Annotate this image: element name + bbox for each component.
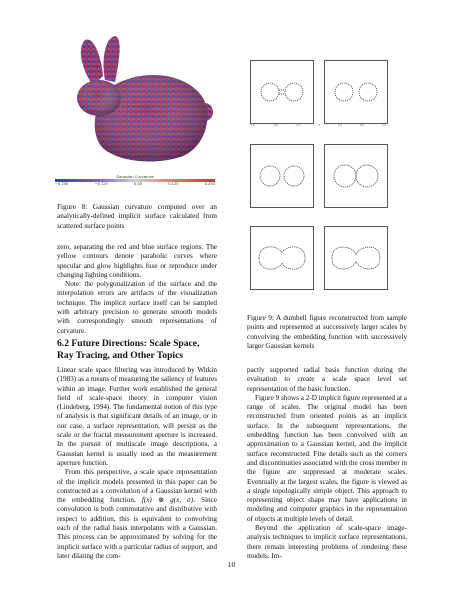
- paragraph: Linear scale space filtering was introduced by Witkin (1983) as a means of measuring the saliency of features within an image. Further work established the general field of scale-space theory in computer vision (Lindeberg, 1994). The fundamental notion of this type of analysis is that significant details of an image, or in our case, a surface representation, will persist as the scale or the fractal measurement aperture is increased. In the pursuit of multiscale image descriptions, a Gaussian kernel is usually used as the measurement aperture function.: [57, 366, 217, 467]
- page-number: 10: [227, 560, 236, 569]
- x-tick: 0: [318, 124, 321, 127]
- x-tick: 0.6: [359, 124, 365, 127]
- dumbbell-panel-1: [250, 60, 314, 124]
- x-axis-ticks-row-1: [250, 124, 386, 130]
- x-tick: 1.0: [381, 124, 386, 127]
- dumbbell-panel-6: [324, 226, 388, 290]
- colorbar-tick: −0.250: [55, 182, 69, 186]
- left-column: [57, 243, 217, 336]
- paragraph: Beyond the application of scale-space image-analysis techniques to implicit surface representations, there remain interesting problems of rendering these models. Im-: [247, 524, 407, 560]
- paragraph: zero, separating the red and blue surface regions. The yellow contours denote parabolic curves where specular and glow highlights fuse or reproduce under changing lighting conditions.: [57, 243, 217, 279]
- paragraph: [57, 468, 217, 561]
- paragraph: Figure 9 shows a 2-D implicit figure represented at a range of scales. The original model has been reconstructed from oriented points as an implicit surface. In the subsequent representations, the embedding function has been convolved with an approximation to a Gaussian kernel, and the implicit surface reconstructed. Fine details such as the corners and discontinuities associated with the cross member in the figure are suppressed at moderate scales. Eventually at the largest scales, the figure is viewed as a single topologically simple object. This approach to representing object shape may have applications in modeling and computer graphics in the representation of objects at multiple levels of detail.: [247, 393, 407, 523]
- figure-9: [236, 60, 406, 310]
- dumbbell-panel-5: [250, 226, 314, 290]
- x-tick: -0.2: [295, 124, 301, 127]
- text-run: . Since convolution is both commutative and distributive with respect to addition, this is equivalent to convolving each of the radial basis interpolants with a Gaussian. This process can be approximated by solving for the implicit surface with a particular radius of support, and later dilating the com-: [57, 496, 218, 560]
- left-column-body: [57, 366, 217, 561]
- colorbar-title: Gaussian Curvature: [116, 174, 154, 179]
- x-tick: -1.0: [250, 124, 256, 127]
- section-heading: 6.2 Future Directions: Scale Space, Ray Tracing, and Other Topics: [57, 338, 200, 361]
- colorbar-tick: 0.125: [168, 182, 179, 186]
- colorbar-tick-labels: [55, 182, 215, 186]
- figure-8: [55, 28, 215, 188]
- x-tick: 0.2: [338, 124, 343, 127]
- dumbbell-panel-3: [250, 144, 314, 208]
- math-expression: f(x) ⊗ g(x, σ): [141, 496, 194, 505]
- colorbar-tick: 0.250: [204, 182, 215, 186]
- right-column: [247, 366, 407, 561]
- figure-8-caption: Figure 8: Gaussian curvature computed over an analytically-defined implicit surface calculated from scattered surface points: [57, 203, 217, 230]
- paragraph: Note: the polygonalization of the surface and the interpolation errors are artifacts of the visualization technique. The implicit surface itself can be sampled with arbitrary precision to generate smooth models with correspondingly smooth representations of curvature.: [57, 280, 217, 335]
- figure-9-caption: Figure 9: A dumbell figure reconstructed from sample points and represented at successively larger scales by convolving the embedding function with successively larger Gaussian kernels: [247, 314, 407, 350]
- colorbar-tick: 0.00: [134, 182, 143, 186]
- bunny-curvature-render: [55, 28, 215, 168]
- colorbar-tick: −0.125: [94, 182, 108, 186]
- paragraph: pactly supported radial basis function during the evaluation to create a scale space level set representation of the basic function.: [247, 366, 407, 393]
- dumbbell-panel-2: [324, 60, 388, 124]
- dumbbell-panel-4: [324, 144, 388, 208]
- text-run: From this perspective, a scale space representation of the implicit models presented in this paper can be constructed as a convolution of a Gaussian kernel with the embedding function,: [57, 468, 217, 505]
- x-tick: -0.6: [272, 124, 278, 127]
